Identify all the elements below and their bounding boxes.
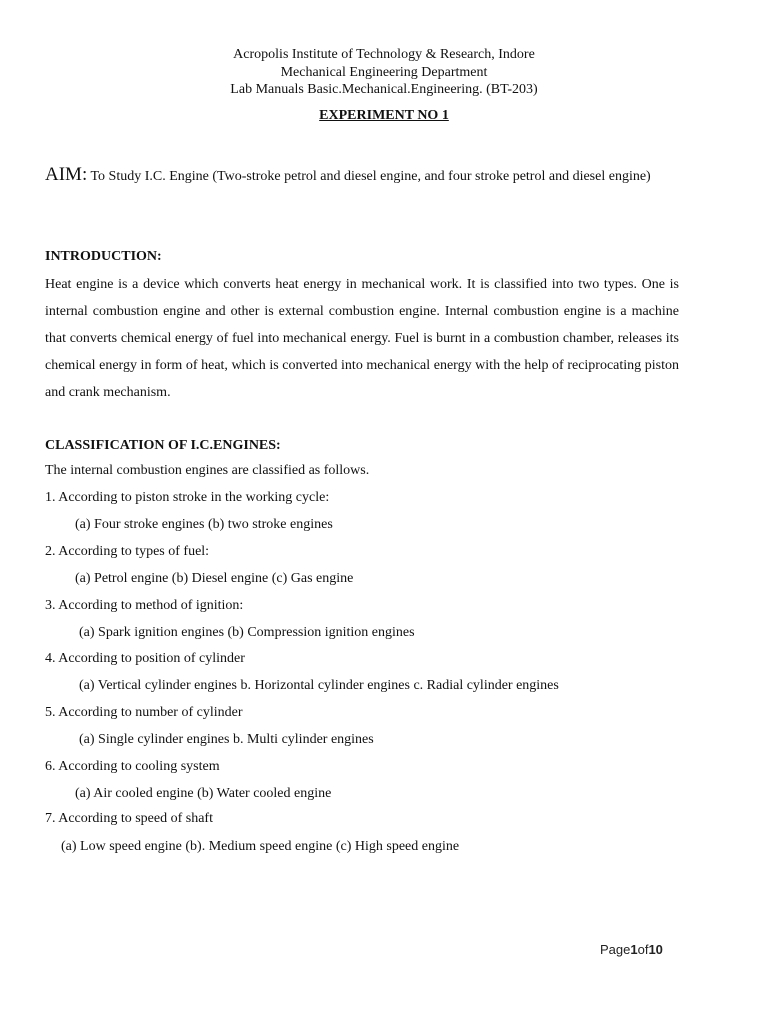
current-page-number: 1	[630, 942, 638, 957]
list-item-detail: (a) Vertical cylinder engines b. Horizontal cylinder engines c. Radial cylinder engines	[79, 678, 559, 693]
list-item-title: 6. According to cooling system	[45, 759, 220, 774]
list-item-detail: (a) Single cylinder engines b. Multi cylinder engines	[79, 732, 374, 747]
total-pages: 10	[648, 942, 663, 957]
list-item-detail: (a) Air cooled engine (b) Water cooled engine	[75, 786, 332, 801]
introduction-heading: INTRODUCTION:	[45, 249, 162, 264]
aim-label: AIM:	[45, 164, 88, 185]
introduction-paragraph: Heat engine is a device which converts heat energy in mechanical work. It is classified into two types. One is internal combustion engine and other is external combustion engine. Internal combustion engine is a machine that converts chemical energy of fuel into mechanical energy. Fuel is burnt in a combustion chamber, releases its chemical energy in form of heat, which is converted into mechanical energy with the help of reciprocating piston and crank mechanism.	[45, 277, 679, 400]
list-item-title: 4. According to position of cylinder	[45, 651, 245, 666]
of-word: of	[637, 942, 649, 957]
department-name: Mechanical Engineering Department	[280, 64, 488, 80]
list-item-title: 2. According to types of fuel:	[45, 544, 210, 559]
page-word: Page	[600, 942, 631, 957]
list-item-detail: (a) Low speed engine (b). Medium speed engine (c) High speed engine	[61, 839, 460, 854]
experiment-title: EXPERIMENT NO 1	[319, 108, 449, 123]
list-item-detail: (a) Spark ignition engines (b) Compression ignition engines	[79, 625, 415, 640]
list-item-detail: (a) Four stroke engines (b) two stroke engines	[75, 517, 333, 532]
list-item-detail: (a) Petrol engine (b) Diesel engine (c) Gas engine	[75, 571, 354, 586]
aim-statement	[45, 160, 679, 192]
list-item-title: 7. According to speed of shaft	[45, 811, 213, 826]
classification-heading: CLASSIFICATION OF I.C.ENGINES:	[45, 438, 281, 453]
course-title: Lab Manuals Basic.Mechanical.Engineering. (BT-203)	[230, 82, 538, 97]
institute-name: Acropolis Institute of Technology & Research, Indore	[233, 47, 535, 62]
list-item-title: 1. According to piston stroke in the working cycle:	[45, 490, 330, 505]
document-header	[0, 46, 768, 99]
classification-intro: The internal combustion engines are classified as follows.	[45, 463, 370, 478]
list-item-title: 3. According to method of ignition:	[45, 598, 244, 613]
list-item-title: 5. According to number of cylinder	[45, 705, 243, 720]
aim-text: To Study I.C. Engine (Two-stroke petrol and diesel engine, and four stroke petrol and diesel engine)	[87, 169, 651, 184]
page-counter	[600, 942, 663, 957]
